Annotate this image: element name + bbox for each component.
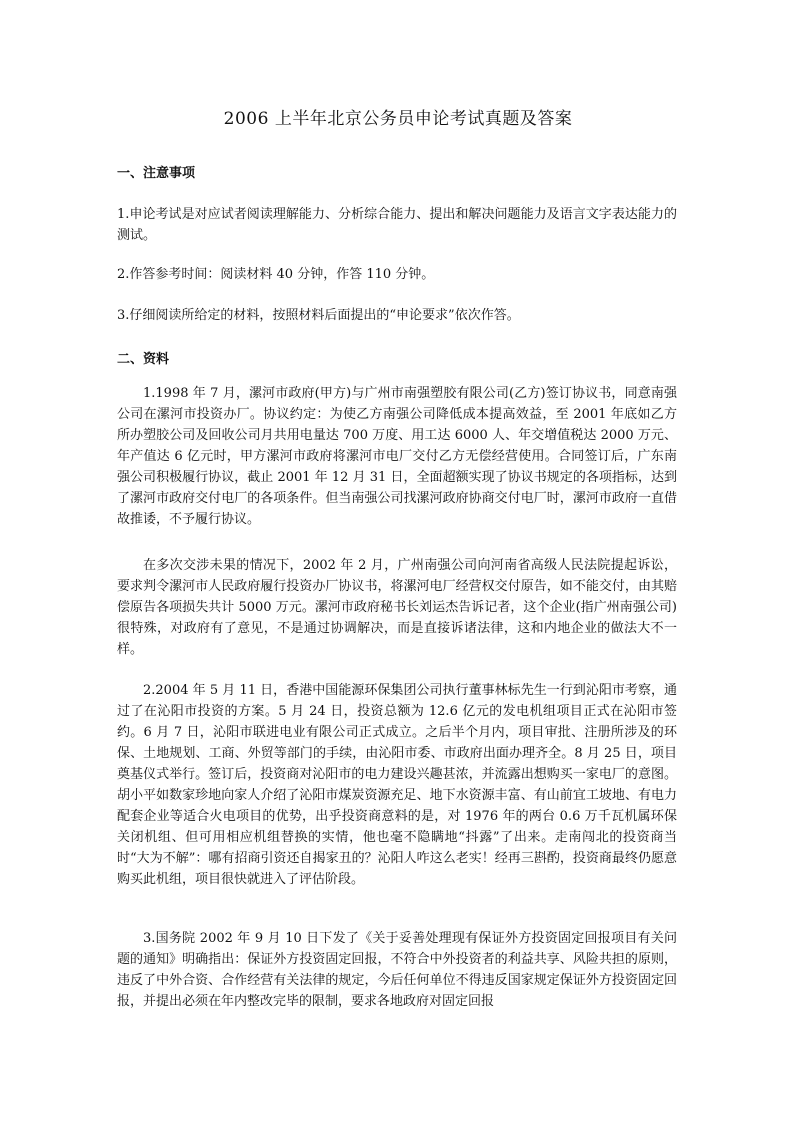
section-heading-materials: 二、资料 (117, 352, 170, 367)
notes-item-1: 1.申论考试是对应试者阅读理解能力、分析综合能力、提出和解决问题能力及语言文字表达能力的测试。 (117, 207, 677, 243)
material-paragraph-3: 2.2004 年 5 月 11 日，香港中国能源环保集团公司执行董事林标先生一行到沁阳市考察，通过了在沁阳市投资的方案。5 月 24 日，投资总额为 12.6 亿元的发电机组项目正式在沁阳市签约。6 月 7 日，沁阳市联进电业有限公司正式成立。之后半个月内，项目审批、注册所涉及的环保、土地规划、工商、外贸等部门的手续，由沁阳市委、市政府出面办理齐全。8 月 25 日，项目奠基仪式举行。签订后，投资商对沁阳市的电力建设兴趣甚浓，并流露出想购买一家电厂的意图。胡小平如数家珍地向家人介绍了沁阳市煤炭资源充足、地下水资源丰富、有山前宜工坡地、有电力配套企业等适合火电项目的优势，出乎投资商意料的是，对 1976 年的两台 0.6 万千瓦机属环保关闭机组、但可用相应机组替换的实情，他也毫不隐瞒地“抖露”了出来。走南闯北的投资商当时“大为不解”：哪有招商引资还自揭家丑的？沁阳人咋这么老实！经再三斟酌，投资商最终仍愿意购买此机组，项目很快就进入了评估阶段。 (117, 683, 677, 887)
material-paragraph-4: 3.国务院 2002 年 9 月 10 日下发了《关于妥善处理现有保证外方投资固定回报项目有关问题的通知》明确指出：保证外方投资固定回报，不符合中外投资者的利益共享、风险共担的原则，违反了中外合资、合作经营有关法律的规定，今后任何单位不得违反国家规定保证外方投资固定回报，并提出必须在年内整改完毕的限制，要求各地政府对固定回报 (117, 931, 677, 1009)
notes-item-2: 2.作答参考时间：阅读材料 40 分钟，作答 110 分钟。 (117, 267, 435, 282)
material-paragraph-1: 1.1998 年 7 月，漯河市政府(甲方)与广州市南强塑胶有限公司(乙方)签订协议书，同意南强公司在漯河市投资办厂。协议约定：为使乙方南强公司降低成本提高效益，至 2001 年底如乙方所办塑胶公司及回收公司月共用电量达 700 万度、用工达 6000 人、年交增值税达 2000 万元、年产值达 6 亿元时，甲方漯河市政府将漯河市电厂交付乙方无偿经营使用。合同签订后，广东南强公司积极履行协议，截止 2001 年 12 月 31 日，全面超额实现了协议书规定的各项指标，达到了漯河市政府交付电厂的各项条件。但当南强公司找漯河政府协商交付电厂时，漯河市政府一直借故推诿，不予履行协议。 (117, 386, 677, 527)
section-heading-notes: 一、注意事项 (117, 166, 196, 181)
notes-item-3: 3.仔细阅读所给定的材料，按照材料后面提出的“申论要求”依次作答。 (117, 308, 520, 323)
material-paragraph-2: 在多次交涉未果的情况下，2002 年 2 月，广州南强公司向河南省高级人民法院提起诉讼，要求判令漯河市人民政府履行投资办厂协议书，将漯河电厂经营权交付原告，如不能交付，由其赔偿原告各项损失共计 5000 万元。漯河市政府秘书长刘运杰告诉记者，这个企业(指广州南强公司)很特殊，对政府有了意见，不是通过协调解决，而是直接诉诸法律，这和内地企业的做法大不一样。 (117, 558, 677, 657)
document-title: 2006 上半年北京公务员申论考试真题及答案 (223, 109, 573, 129)
